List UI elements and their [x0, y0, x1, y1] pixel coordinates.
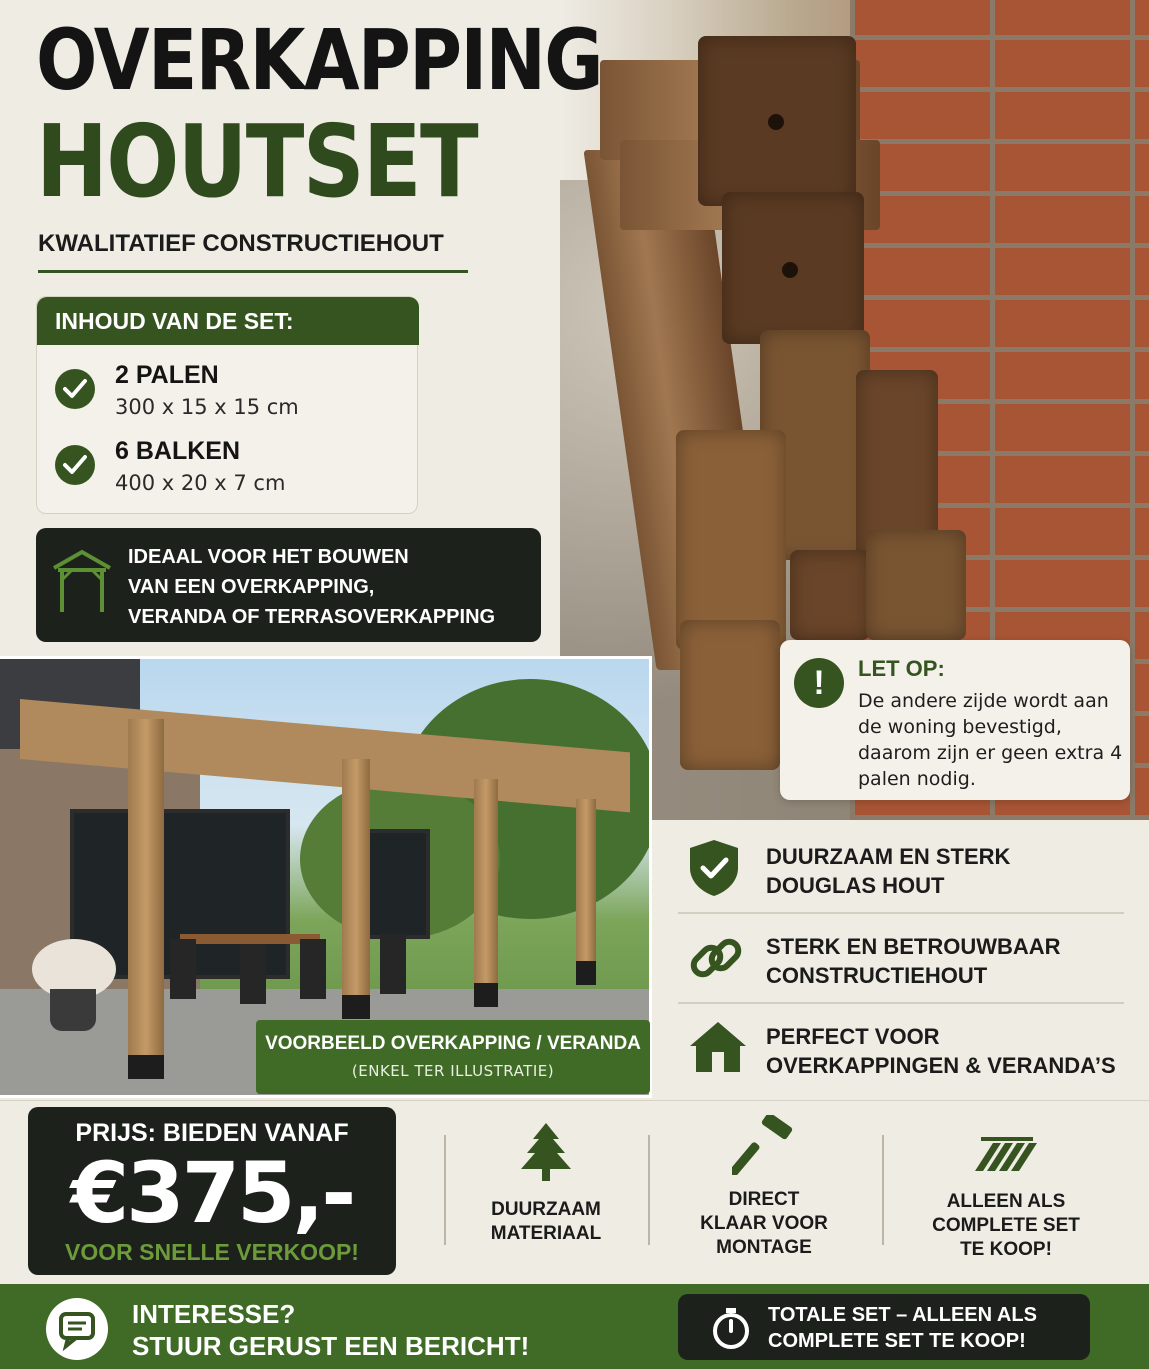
pergola-post — [474, 779, 498, 1007]
usp-line-3: TE KOOP! — [960, 1239, 1052, 1260]
usp-durable-material — [466, 1121, 626, 1246]
house-window — [360, 829, 430, 939]
beam-hole — [768, 114, 784, 130]
feature-text — [766, 1022, 1116, 1080]
post-foot — [128, 1055, 164, 1079]
usp-line-1: DIRECT — [728, 1189, 800, 1210]
feature-line-1: DUURZAAM EN STERK — [766, 844, 1011, 869]
exclamation-icon: ! — [794, 658, 844, 708]
feature-line-2: DOUGLAS HOUT — [766, 873, 945, 898]
complete-set-pill — [678, 1294, 1090, 1360]
usp-line-1: DUURZAAM — [491, 1199, 601, 1220]
pill-line-1: TOTALE SET – ALLEEN ALS — [768, 1304, 1037, 1326]
feature-line-2: CONSTRUCTIEHOUT — [766, 963, 988, 988]
note-body: De andere zijde wordt aan de woning bevestigd, daarom zijn er geen extra 4 palen nodig. — [858, 690, 1123, 790]
title-line-2: HOUTSET — [36, 103, 477, 220]
usp-line-2: KLAAR VOOR — [700, 1213, 828, 1234]
chat-bubble-icon[interactable] — [46, 1298, 108, 1360]
set-item-palen — [55, 363, 415, 423]
patio-chair — [300, 939, 326, 999]
usp-ready-to-build — [674, 1115, 854, 1260]
subtitle-divider — [38, 270, 468, 273]
set-contents-heading: INHOUD VAN DE SET: — [37, 297, 419, 345]
price-label: PRIJS: BIEDEN VANAF — [75, 1119, 349, 1147]
footer-cta-line-1: INTERESSE? — [132, 1299, 296, 1329]
timber-stack-icon — [908, 1131, 1104, 1182]
hammer-icon — [674, 1115, 854, 1180]
set-item-size: 300 x 15 x 15 cm — [115, 395, 299, 419]
house-icon — [686, 1018, 750, 1081]
beam-end-2 — [722, 192, 864, 344]
illustration-caption — [256, 1020, 650, 1094]
feature-line-2: OVERKAPPINGEN & VERANDA’S — [766, 1053, 1116, 1078]
ideal-line-1: IDEAAL VOOR HET BOUWEN — [128, 546, 409, 568]
pill-text — [768, 1302, 1037, 1354]
beam-end-8 — [680, 620, 780, 770]
pine-tree-icon — [466, 1121, 626, 1190]
feature-perfect — [678, 1004, 1124, 1092]
footer-cta-line-2: STUUR GERUST EEN BERICHT! — [132, 1331, 530, 1361]
stopwatch-icon — [710, 1306, 752, 1355]
caption-main: VOORBEELD OVERKAPPING / VERANDA — [265, 1033, 641, 1054]
check-icon — [55, 369, 95, 409]
set-contents-card — [36, 296, 418, 514]
pill-line-2: COMPLETE SET TE KOOP! — [768, 1330, 1026, 1352]
feature-text — [766, 932, 1061, 990]
pergola-post — [128, 719, 164, 1079]
set-item-size: 400 x 20 x 7 cm — [115, 471, 286, 495]
pergola-post — [576, 799, 596, 985]
patio-chair — [380, 934, 406, 994]
post-foot — [342, 995, 370, 1019]
price-box — [28, 1107, 396, 1275]
ideal-for-box — [36, 528, 541, 642]
check-icon — [55, 445, 95, 485]
features-panel — [652, 820, 1149, 1100]
usp-line-3: MONTAGE — [716, 1237, 812, 1258]
price-section — [0, 1100, 1149, 1284]
price-sub: VOOR SNELLE VERKOOP! — [65, 1239, 359, 1265]
veranda-outline-icon — [50, 546, 114, 621]
beam-hole — [782, 262, 798, 278]
usp-divider — [648, 1135, 650, 1245]
usp-divider — [882, 1135, 884, 1245]
feature-strong — [678, 914, 1124, 1002]
set-item-balken — [55, 439, 415, 499]
patio-table — [180, 934, 320, 944]
usp-divider — [444, 1135, 446, 1245]
ideal-line-3: VERANDA OF TERRASOVERKAPPING — [128, 606, 496, 628]
beam-end-7 — [866, 530, 966, 640]
patio-chair — [170, 939, 196, 999]
shield-check-icon — [686, 838, 742, 903]
let-op-note — [780, 640, 1130, 800]
ideal-for-text — [128, 542, 533, 632]
feature-line-1: PERFECT VOOR — [766, 1024, 940, 1049]
feature-durable — [678, 824, 1124, 912]
subtitle: KWALITATIEF CONSTRUCTIEHOUT — [38, 230, 444, 257]
beam-end-5 — [676, 430, 786, 650]
footer-cta[interactable] — [132, 1298, 529, 1362]
chain-link-icon — [686, 928, 746, 993]
pergola-post — [342, 759, 370, 1019]
set-item-title: 2 PALEN — [115, 361, 219, 389]
post-foot — [474, 983, 498, 1007]
flower-pot — [50, 989, 96, 1031]
usp-line-1: ALLEEN ALS — [946, 1191, 1066, 1212]
usp-complete-set — [908, 1131, 1104, 1262]
title-line-1: OVERKAPPING — [36, 11, 602, 109]
beam-end-6 — [790, 550, 870, 640]
usp-line-2: MATERIAAL — [490, 1223, 602, 1244]
ideal-line-2: VAN EEN OVERKAPPING, — [128, 576, 375, 598]
note-title: LET OP: — [858, 656, 945, 681]
footer-bar — [0, 1284, 1149, 1369]
caption-sub: (ENKEL TER ILLUSTRATIE) — [351, 1062, 555, 1080]
set-item-title: 6 BALKEN — [115, 437, 241, 465]
post-foot — [576, 961, 596, 985]
feature-line-1: STERK EN BETROUWBAAR — [766, 934, 1061, 959]
patio-chair — [240, 944, 266, 1004]
usp-line-2: COMPLETE SET — [932, 1215, 1080, 1236]
price-value: €375,- — [70, 1144, 354, 1242]
feature-text — [766, 842, 1010, 900]
beam-end-1 — [698, 36, 856, 206]
